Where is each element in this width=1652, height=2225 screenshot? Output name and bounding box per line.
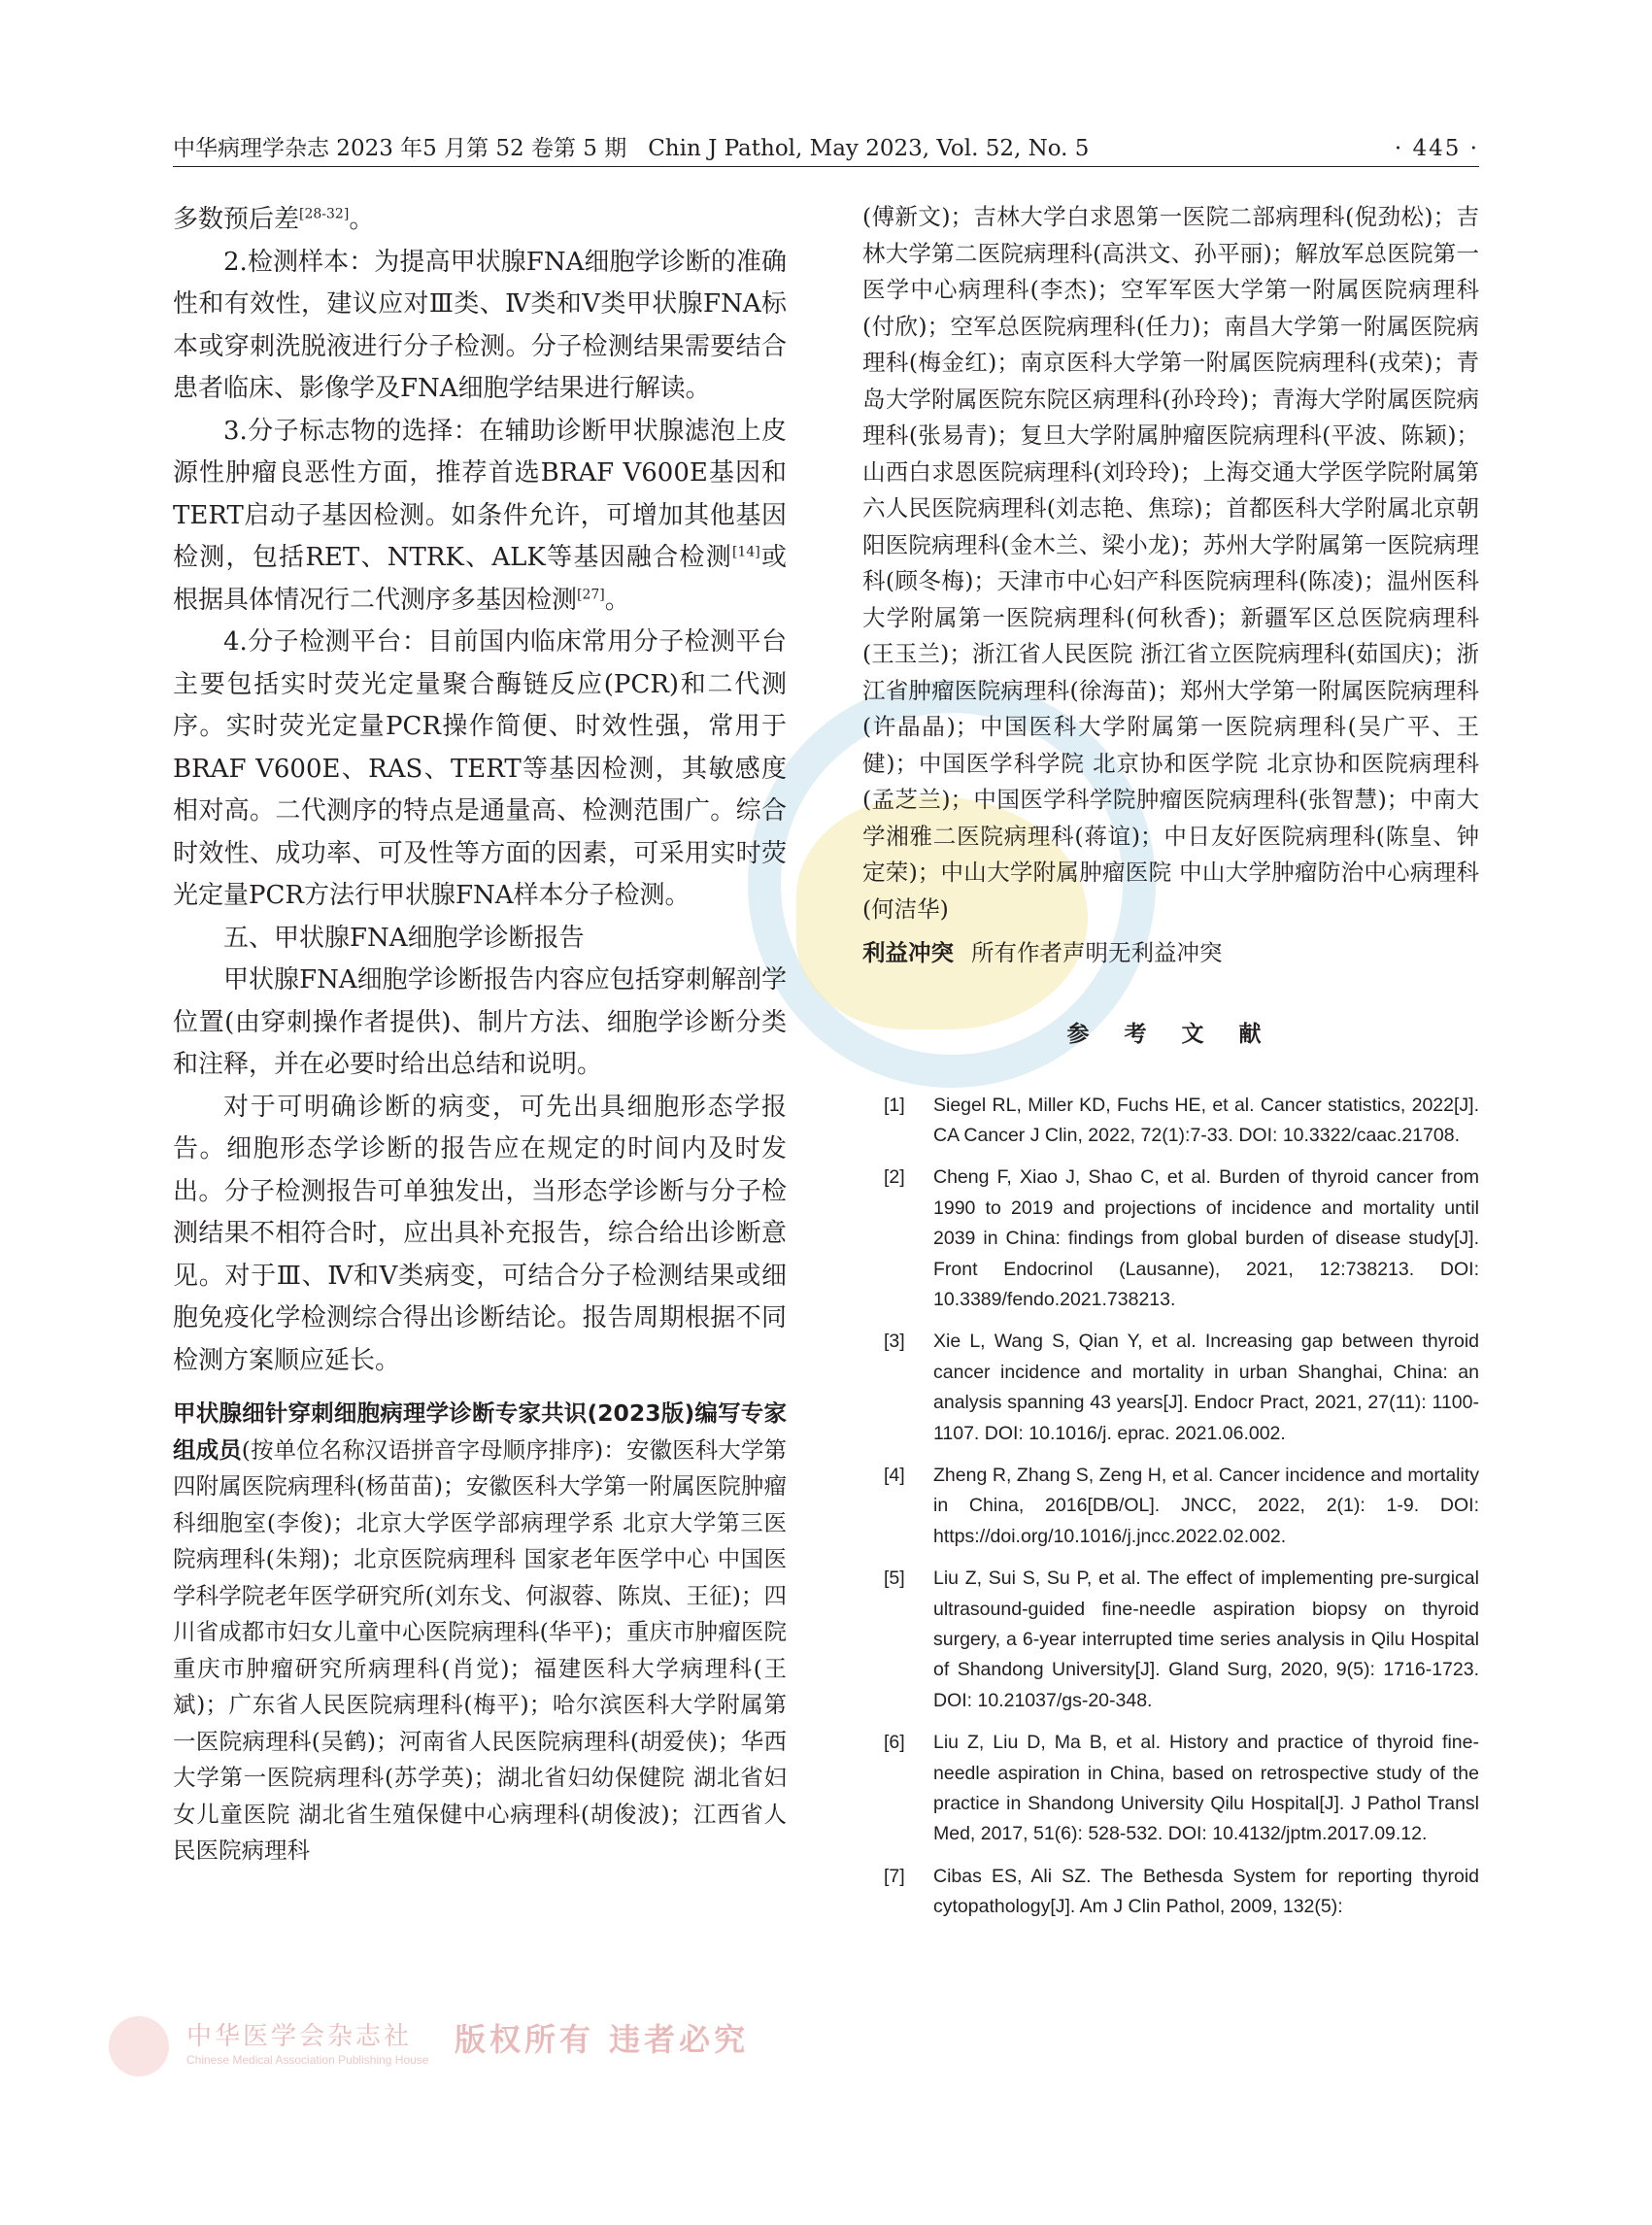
reference-list (862, 1091, 1479, 1923)
section-heading: 五、甲状腺FNA细胞学诊断报告 (223, 923, 585, 953)
left-column (173, 199, 787, 1870)
paragraph-detection-platform: 4.分子检测平台：目前国内临床常用分子检测平台主要包括实时荧光定量聚合酶链反应(PCR)和二代测序。实时荧光定量PCR操作简便、时效性强，常用于BRAF V600E、RAS、TERT等基因检测，其敏感度相对高。二代测序的特点是通量高、检测范围广。综合时效性、成功率、可及性等方面的因素，可采用实时荧光定量PCR方法行甲状腺FNA样本分子检测。 (173, 627, 787, 910)
publisher-logo-icon (109, 2016, 169, 2076)
reference-text[interactable]: Xie L, Wang S, Qian Y, et al. Increasing gap between thyroid cancer incidence and mortality in urban Shanghai, China: an analysis spanning 43 years[J]. Endocr Pract, 2021, 27(11): 1100-1107. DOI: 10.1016/j. eprac. 2021.06.002. (933, 1331, 1479, 1444)
reference-text[interactable]: Cheng F, Xiao J, Shao C, et al. Burden of thyroid cancer from 1990 to 2019 and projections of incidence and mortality until 2039 in China: findings from global burden of disease study[J]. Front Endocrinol (Lausanne), 2021, 12:738213. DOI: 10.3389/fendo.2021.738213. (933, 1166, 1479, 1310)
paragraph-report-timing: 对于可明确诊断的病变，可先出具细胞形态学报告。细胞形态学诊断的报告应在规定的时间内及时发出。分子检测报告可单独发出，当形态学诊断与分子检测结果不相符合时，应出具补充报告，综合给出诊断意见。对于Ⅲ、Ⅳ和Ⅴ类病变，可结合分子检测结果或细胞免疫化学检测综合得出诊断结论。报告周期根据不同检测方案顺应延长。 (173, 1092, 787, 1375)
reference-text[interactable]: Liu Z, Liu D, Ma B, et al. History and practice of thyroid fine-needle aspiration in China, based on retrospective study of the practice in Shandong University Qilu Hospital[J]. J Pathol Transl Med, 2017, 51(6): 528-532. DOI: 10.4132/jptm.2017.09.12. (933, 1732, 1479, 1845)
publisher-name-en: Chinese Medical Association Publishing House (186, 2053, 429, 2067)
right-column (862, 199, 1479, 1935)
publisher-name-cn: 中华医学会杂志社 (186, 2022, 413, 2051)
references-heading: 参 考 文 献 (1066, 1021, 1275, 1047)
paragraph-text: 或根据具体情况行二代测序多基因检测 (173, 543, 787, 615)
reference-number: [2] (884, 1166, 905, 1189)
reference-item (862, 1461, 1479, 1552)
conflict-of-interest (862, 935, 1479, 972)
expert-group-title: 甲状腺细针穿刺细胞病理学诊断专家共识(2023版)编写专家组成员 (173, 1399, 787, 1464)
citation[interactable]: [27] (577, 586, 605, 602)
running-header (173, 131, 1479, 167)
copyright-notice: 版权所有 违者必究 (455, 2021, 750, 2058)
reference-number: [6] (884, 1732, 905, 1754)
citation[interactable]: [14] (731, 544, 760, 560)
reference-item (862, 1327, 1479, 1449)
reference-item (862, 1862, 1479, 1923)
journal-name-en: Chin J Pathol, May 2023, Vol. 52, No. 5 (648, 136, 1090, 161)
citation[interactable]: [28-32] (299, 206, 350, 222)
paragraph-continued (173, 199, 787, 242)
paragraph-text: 3.分子标志物的选择：在辅助诊断甲状腺滤泡上皮源性肿瘤良恶性方面，推荐首选BRAF V600E基因和TERT启动子基因检测。如条件允许，可增加其他基因检测，包括RET、NTRK、ALK等基因融合检测 (173, 416, 787, 572)
reference-text[interactable]: Liu Z, Sui S, Su P, et al. The effect of implementing pre-surgical ultrasound-guided fine-needle aspiration biopsy on thyroid surgery, a 6-year interrupted time series analysis in Qilu Hospital of Shandong University[J]. Gland Surg, 2020, 9(5): 1716-1723. DOI: 10.21037/gs-20-348. (933, 1568, 1479, 1711)
reference-item (862, 1564, 1479, 1716)
conflict-statement: 所有作者声明无利益冲突 (971, 939, 1223, 966)
reference-text[interactable]: Zheng R, Zhang S, Zeng H, et al. Cancer incidence and mortality in China, 2016[DB/OL]. JNCC, 2022, 2(1): 1-9. DOI: https://doi.org/10.1016/j.jncc.2022.02.002. (933, 1464, 1479, 1547)
reference-item (862, 1163, 1479, 1315)
reference-item (862, 1728, 1479, 1850)
expert-group-list (173, 1396, 787, 1870)
reference-number: [3] (884, 1331, 905, 1353)
paragraph-text: 。 (604, 585, 630, 615)
expert-group-members: (按单位名称汉语拼音字母顺序排序)：安徽医科大学第四附属医院病理科(杨苗苗)；安徽医科大学第一附属医院肿瘤科细胞室(李俊)；北京大学医学部病理学系 北京大学第三医院病理科(朱翔)；北京医院病理科 国家老年医学中心 中国医学科学院老年医学研究所(刘东戈、何淑蓉、陈岚、王征)；四川省成都市妇女儿童中心医院病理科(华平)；重庆市肿瘤医院 重庆市肿瘤研究所病理科(肖觉)；福建医科大学病理科(王斌)；广东省人民医院病理科(梅平)；哈尔滨医科大学附属第一医院病理科(吴鹤)；河南省人民医院病理科(胡爱侠)；华西大学第一医院病理科(苏学英)；湖北省妇幼保健院 湖北省妇女儿童医院 湖北省生殖保健中心病理科(胡俊波)；江西省人民医院病理科 (173, 1435, 787, 1864)
reference-number: [1] (884, 1094, 905, 1116)
paragraph-text: 多数预后差 (173, 205, 300, 234)
journal-citation (173, 131, 1089, 166)
paragraph-molecular-markers (173, 411, 787, 623)
reference-number: [7] (884, 1865, 905, 1887)
reference-number: [4] (884, 1464, 905, 1486)
reference-text[interactable]: Siegel RL, Miller KD, Fuchs HE, et al. Cancer statistics, 2022[J]. CA Cancer J Clin, 2022, 72(1):7-33. DOI: 10.3322/caac.21708. (933, 1094, 1479, 1146)
reference-text[interactable]: Cibas ES, Ali SZ. The Bethesda System for reporting thyroid cytopathology[J]. Am J Clin Pathol, 2009, 132(5): (933, 1865, 1479, 1918)
expert-group-members-continued: (傅新文)；吉林大学白求恩第一医院二部病理科(倪劲松)；吉林大学第二医院病理科(高洪文、孙平丽)；解放军总医院第一医学中心病理科(李杰)；空军军医大学第一附属医院病理科(付欣)；空军总医院病理科(任力)；南昌大学第一附属医院病理科(梅金红)；南京医科大学第一附属医院病理科(戎荣)；青岛大学附属医院东院区病理科(孙玲玲)；青海大学附属医院病理科(张易青)；复旦大学附属肿瘤医院病理科(平波、陈颖)；山西白求恩医院病理科(刘玲玲)；上海交通大学医学院附属第六人民医院病理科(刘志艳、焦琮)；首都医科大学附属北京朝阳医院病理科(金木兰、梁小龙)；苏州大学附属第一医院病理科(顾冬梅)；天津市中心妇产科医院病理科(陈凌)；温州医科大学附属第一医院病理科(何秋香)；新疆军区总医院病理科(王玉兰)；浙江省人民医院 浙江省立医院病理科(茹国庆)；浙江省肿瘤医院病理科(徐海苗)；郑州大学第一附属医院病理科(许晶晶)；中国医科大学附属第一医院病理科(吴广平、王健)；中国医学科学院 北京协和医学院 北京协和医院病理科(孟芝兰)；中国医学科学院肿瘤医院病理科(张智慧)；中南大学湘雅二医院病理科(蒋谊)；中日友好医院病理科(陈皇、钟定荣)；中山大学附属肿瘤医院 中山大学肿瘤防治中心病理科(何洁华) (862, 203, 1479, 923)
reference-number: [5] (884, 1568, 905, 1590)
paragraph-report-content: 甲状腺FNA细胞学诊断报告内容应包括穿刺解剖学位置(由穿刺操作者提供)、制片方法、细胞学诊断分类和注释，并在必要时给出总结和说明。 (173, 965, 787, 1079)
paragraph-detection-samples: 2.检测样本：为提高甲状腺FNA细胞学诊断的准确性和有效性，建议应对Ⅲ类、Ⅳ类和Ⅴ类甲状腺FNA标本或穿刺洗脱液进行分子检测。分子检测结果需要结合患者临床、影像学及FNA细胞学结果进行解读。 (173, 247, 787, 403)
journal-name-cn: 中华病理学杂志 2023 年5 月第 52 卷第 5 期 (173, 136, 627, 161)
page-number: · 445 · (1394, 136, 1479, 161)
paragraph-text: 。 (349, 205, 375, 234)
conflict-label: 利益冲突 (862, 939, 954, 966)
reference-item (862, 1091, 1479, 1152)
